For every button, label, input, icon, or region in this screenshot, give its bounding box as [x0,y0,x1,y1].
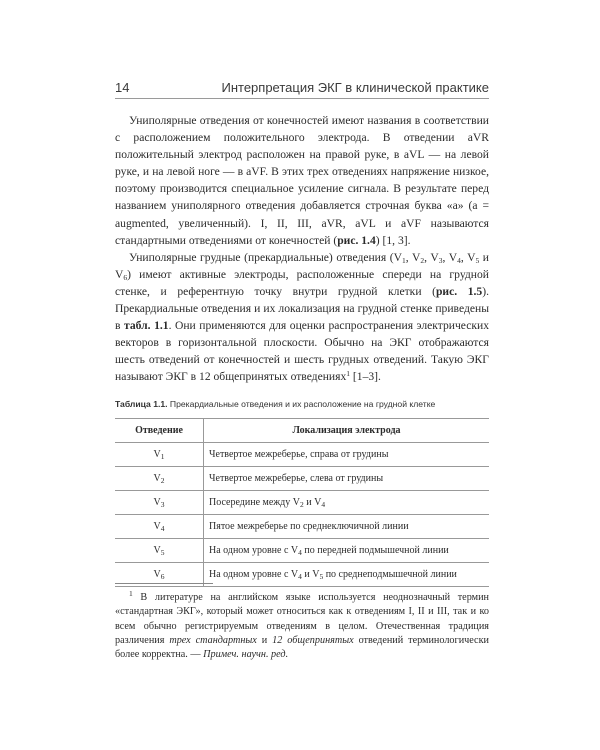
location-cell [204,466,490,490]
location-sub-2: 4 [321,499,326,509]
location-cell [204,514,490,538]
running-title: Интерпретация ЭКГ в клинической практике [221,80,489,95]
footnotes [115,583,489,662]
lead-sub: 3 [160,499,165,509]
figure-ref-1-5: рис. 1.5 [435,284,483,298]
p1-text-b: ) [1, 3]. [375,233,411,247]
table-row [115,538,489,562]
lead-letter: V [153,544,161,556]
p2-text-e: [1–3]. [350,370,381,384]
table-row [115,442,489,466]
lead-cell [115,514,204,538]
location-mid: по передней подмышечной линии [301,544,449,556]
p2-text-d: . Они применяются для оценки распространения электрических векторов в горизонтальной плоскости. Обычно на ЭКГ отображаются шесть отведений от конечностей и шесть грудных отведений. Такую ЭКГ называют ЭКГ в 12 общепринятых отведениях [115,319,489,384]
p1-text-a: Униполярные отведения от конечностей имеют названия в соответствии с расположением положительного электрода. В отведении aVR положительный электрод расположен на правой руке, в aVL — на левой руке, и на левой ноге — в aVF. В этих трех отведениях напряжение низкое, поэтому производится специальное усиление сигнала. В результате перед названием униполярного отведения добавляется строчная буква «а» (a = augmented, увеличенный). I, II, III, aVR, aVL и aVF называются стандартными отведениями от конечностей ( [115,114,489,247]
sub-2: 2 [420,255,425,265]
lead-letter: V [153,496,161,508]
footnote-rule [115,583,213,584]
location-cell [204,538,490,562]
page [115,80,489,587]
location-cell [204,442,490,466]
paragraph-2 [115,249,489,386]
sub-6: 6 [123,272,128,282]
precordial-leads-table [115,418,489,587]
p2-comma-1: , V [405,250,421,264]
lead-sub: 5 [160,547,165,557]
table-caption [115,399,489,409]
location-text: Пятое межреберье по среднеключичной линии [209,520,409,532]
lead-letter: V [153,472,161,484]
sub-3: 3 [438,255,443,265]
footnote-italic-1: трех стандартных [169,634,257,646]
p2-and: и V [115,250,489,281]
footnote-marker: 1 [346,369,351,379]
paragraph-1 [115,112,489,249]
lead-cell [115,538,204,562]
sub-4: 4 [457,255,461,265]
lead-sub: 2 [160,475,165,485]
location-mid: и V [303,496,322,508]
location-sub: 4 [298,571,302,581]
sub-5: 5 [475,255,480,265]
location-text: Посередине между V [209,496,300,508]
page-number: 14 [115,80,130,95]
footnote-text-a: В литературе на английском языке используется неоднозначный термин «стандартная ЭКГ», который может относиться как к отведениям I, II и III, так и ко всем обычно регистрируемым отведениям в целом. Отечественная традиция различения [115,592,489,646]
lead-sub: 4 [160,523,165,533]
lead-sub: 6 [160,571,165,581]
running-header [115,80,489,99]
location-text: Четвертое межреберье, справа от грудины [209,448,389,460]
table-header-row [115,418,489,442]
footnote-mark: 1 [129,589,133,598]
table-row [115,514,489,538]
p2-text-c: ). Прекардиальные отведения и их локализация на грудной стенке приведены в [115,284,489,333]
location-sub-2: 5 [319,571,324,581]
lead-cell [115,466,204,490]
lead-cell [115,490,204,514]
footnote-text-b: и [256,634,273,646]
p2-text-b: ) имеют активные электроды, расположенные спереди на грудной стенке, и референтную точку внутри грудной клетки ( [115,267,489,298]
location-cell [204,490,490,514]
lead-letter: V [153,520,161,532]
table-ref-1-1: табл. 1.1 [124,319,169,333]
footnote-1 [115,591,489,662]
location-end: по среднеподмышечной линии [323,568,457,580]
location-mid: и V [301,568,320,580]
p2-comma-2: , V [424,250,439,264]
footnote-editor-note: Примеч. научн. ред. [203,649,289,661]
table-caption-label: Таблица 1.1. [115,398,168,409]
p2-text-a: Униполярные грудные (прекардиальные) отведения (V [129,250,403,264]
p2-comma-4: , V [460,250,476,264]
location-text: На одном уровне с V [209,544,299,556]
lead-letter: V [153,448,161,460]
location-text: На одном уровне с V [209,568,299,580]
location-sub: 4 [298,547,302,557]
location-text: Четвертое межреберье, слева от грудины [209,472,384,484]
body-text [115,112,489,386]
column-header-location: Локализация электрода [204,418,490,442]
table-row [115,490,489,514]
footnote-italic-2: 12 общепринятых [272,634,354,646]
location-sub: 2 [300,499,304,509]
lead-cell [115,442,204,466]
lead-sub: 1 [160,451,165,461]
table-row [115,466,489,490]
lead-letter: V [153,568,161,580]
p2-comma-3: , V [442,250,458,264]
column-header-lead: Отведение [115,418,204,442]
footnote-text-c: отведений терминологически более корректна. — [115,634,489,661]
sub-1: 1 [402,255,406,265]
table-caption-text: Прекардиальные отведения и их расположение на грудной клетке [167,398,436,409]
figure-ref-1-4: рис. 1.4 [337,233,376,247]
